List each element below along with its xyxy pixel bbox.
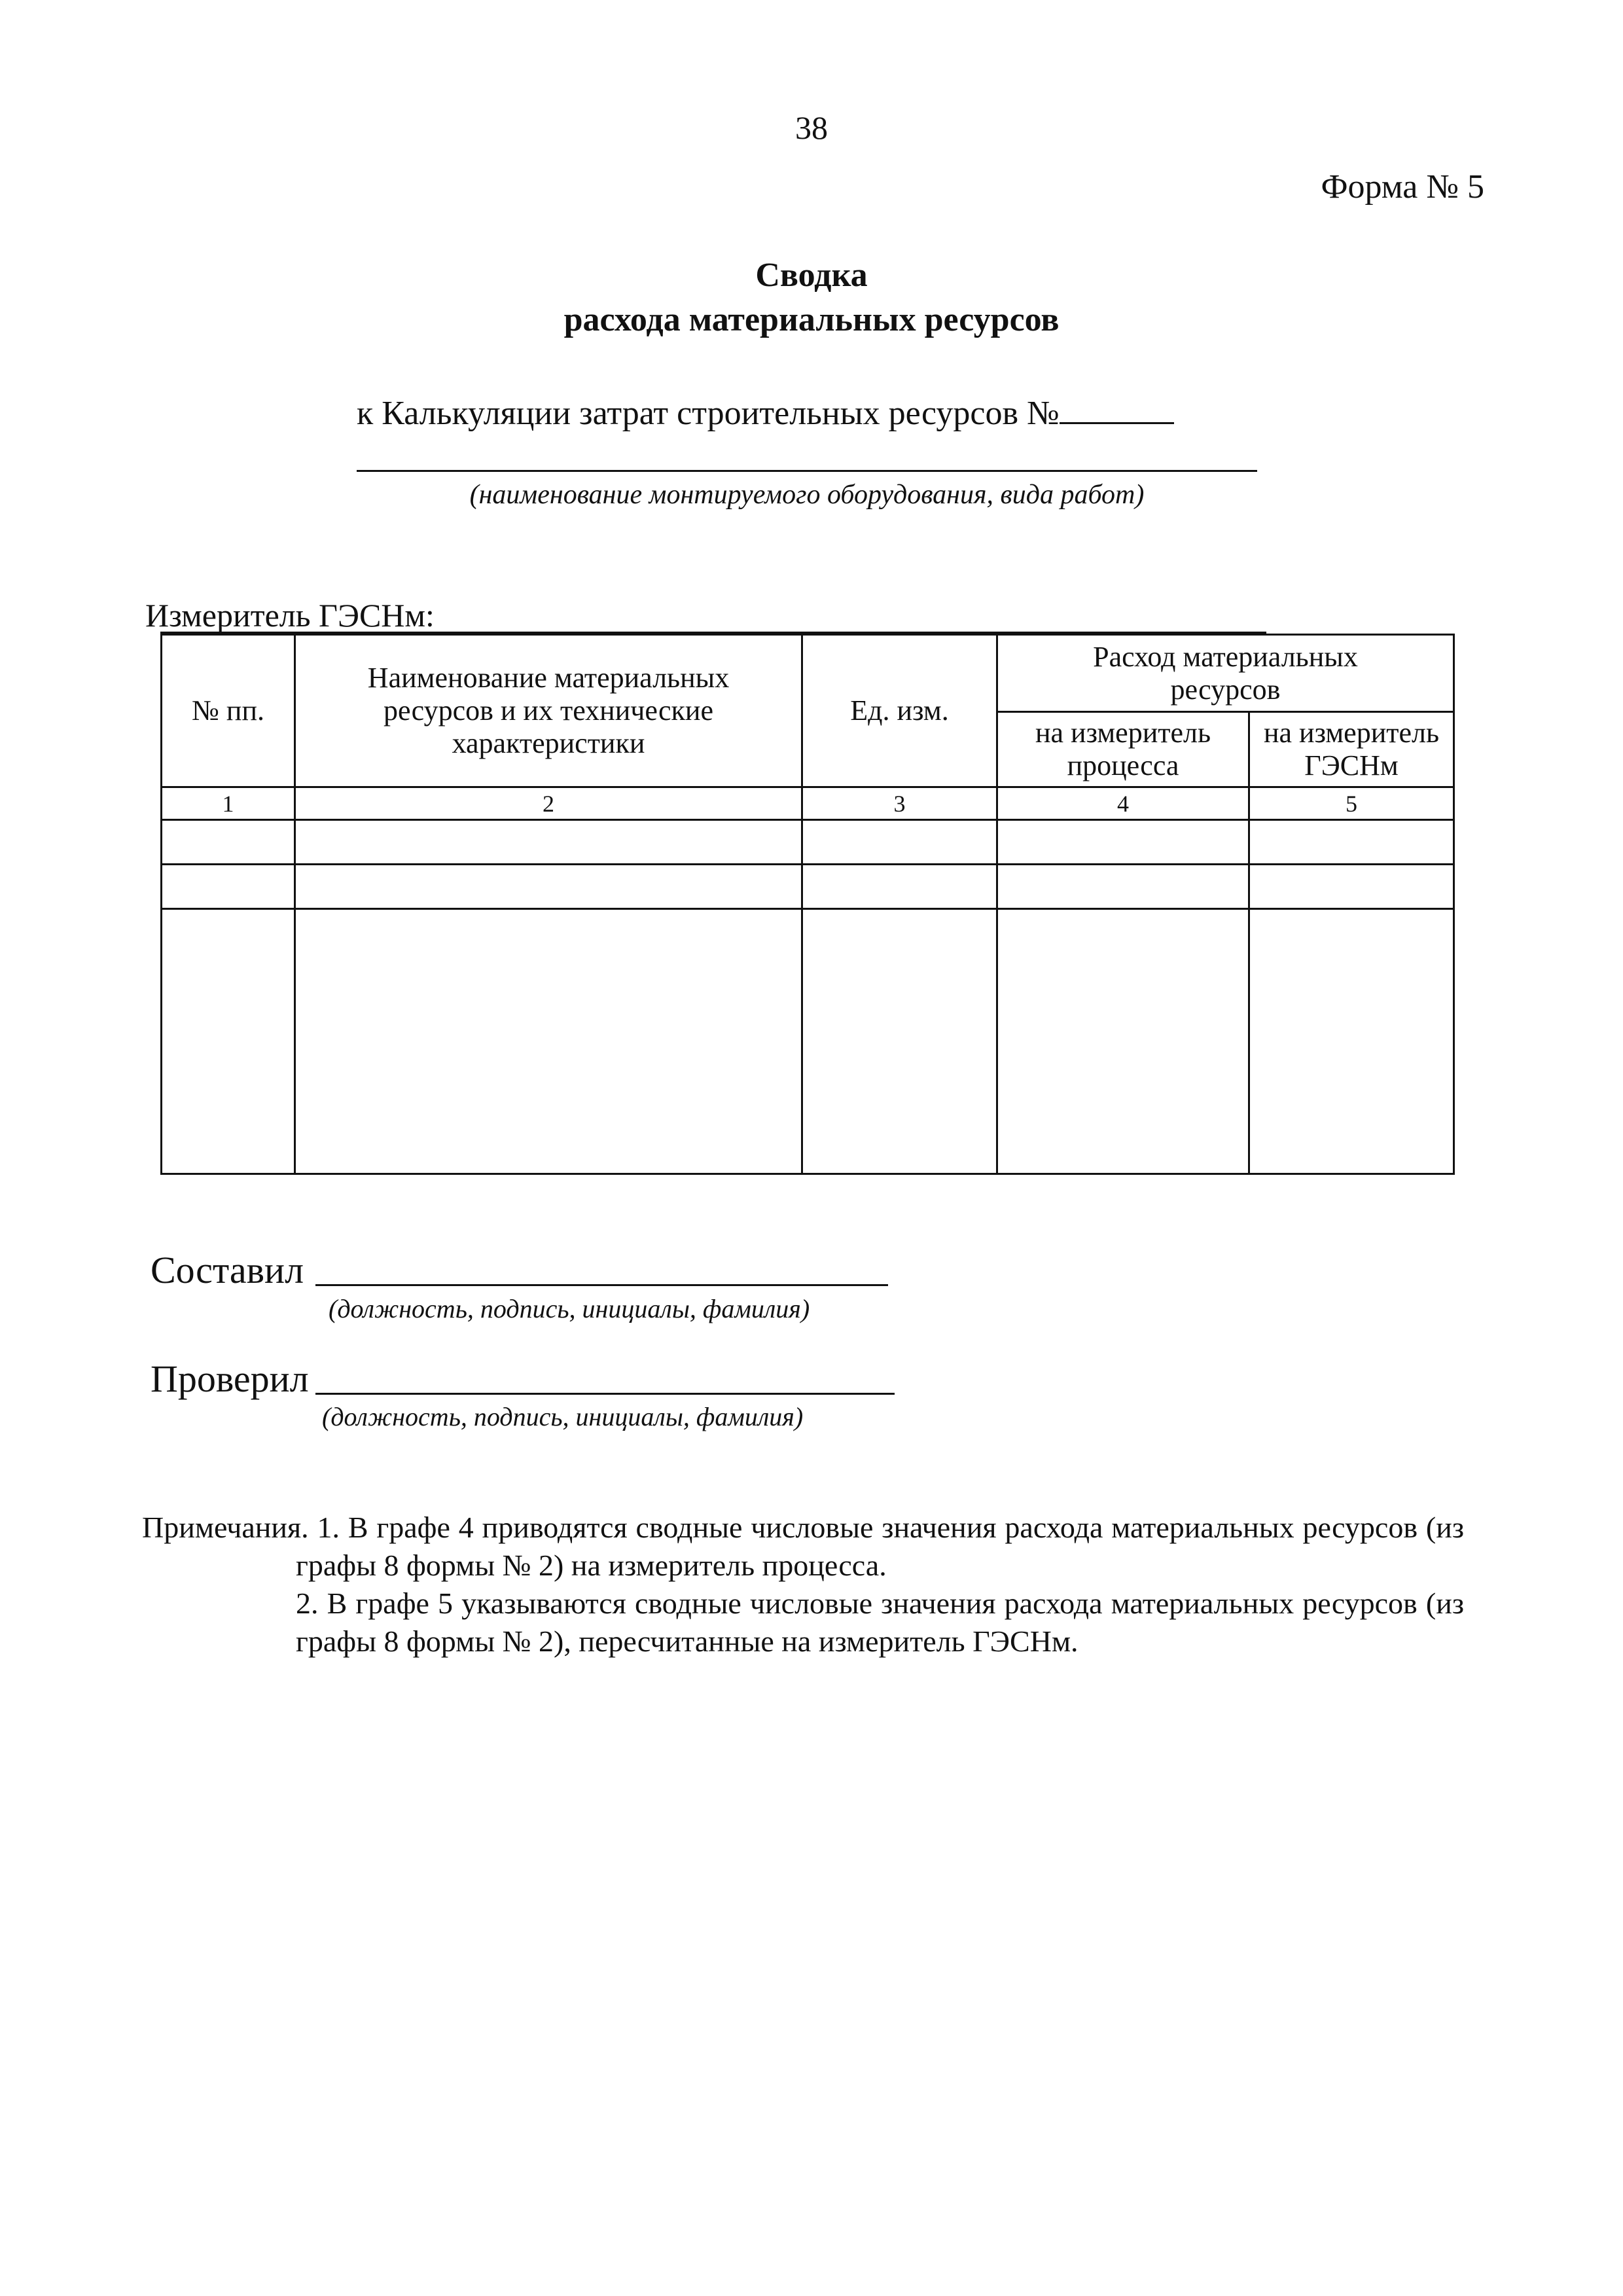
checked-label: Проверил — [151, 1357, 309, 1400]
notes — [142, 1509, 1464, 1660]
column-number: 2 — [295, 787, 802, 820]
table-cell[interactable] — [1249, 820, 1454, 865]
meter-label: Измеритель ГЭСНм: — [145, 597, 435, 634]
table-row — [162, 865, 1454, 909]
table-cell[interactable] — [1249, 909, 1454, 1174]
note-2: 2. В графе 5 указываются сводные числовые значения расхода материальных ресурсов (из графы 8 формы № 2), пересчитанные на измеритель ГЭСНм. — [296, 1587, 1464, 1658]
column-number: 1 — [162, 787, 295, 820]
table-cell[interactable] — [295, 820, 802, 865]
table-row — [162, 909, 1454, 1174]
header-consumption-group: Расход материальных ресурсов — [997, 635, 1454, 712]
header-name: Наименование материальных ресурсов и их технические характеристики — [295, 635, 802, 787]
table-cell[interactable] — [997, 909, 1249, 1174]
table-cell[interactable] — [295, 909, 802, 1174]
form-label: Форма № 5 — [1321, 168, 1484, 206]
table-cell[interactable] — [997, 865, 1249, 909]
compiled-label: Составил — [151, 1249, 304, 1291]
column-number: 4 — [997, 787, 1249, 820]
table-cell[interactable] — [802, 865, 997, 909]
checked-caption: (должность, подпись, инициалы, фамилия) — [322, 1402, 804, 1431]
equipment-name-line[interactable] — [357, 470, 1257, 472]
header-per-gesnm: на измеритель ГЭСНм — [1249, 712, 1454, 787]
calculation-text: к Калькуляции затрат строительных ресурсов № — [357, 395, 1060, 432]
table-cell[interactable] — [162, 865, 295, 909]
table-cell[interactable] — [162, 820, 295, 865]
compiled-caption: (должность, подпись, инициалы, фамилия) — [329, 1294, 810, 1323]
title-line-2: расхода материальных ресурсов — [563, 301, 1060, 338]
table-cell[interactable] — [802, 820, 997, 865]
header-unit: Ед. изм. — [802, 635, 997, 787]
column-number: 3 — [802, 787, 997, 820]
equipment-caption: (наименование монтируемого оборудования, вида работ) — [469, 480, 1145, 510]
column-numbers-row — [162, 787, 1454, 820]
header-per-process: на измеритель процесса — [997, 712, 1249, 787]
table-cell[interactable] — [162, 909, 295, 1174]
table-header-row — [162, 635, 1454, 712]
table-cell[interactable] — [997, 820, 1249, 865]
header-number: № пп. — [162, 635, 295, 787]
table-cell[interactable] — [295, 865, 802, 909]
table-cell[interactable] — [802, 909, 997, 1174]
calculation-line — [357, 389, 1174, 435]
page-number: 38 — [795, 109, 828, 146]
calculation-number-blank[interactable] — [1060, 389, 1174, 424]
checked-signature-line[interactable] — [315, 1393, 895, 1395]
table-cell[interactable] — [1249, 865, 1454, 909]
materials-table — [160, 634, 1455, 1175]
note-1: Примечания. 1. В графе 4 приводятся сводные числовые значения расхода материальных ресурсов (из графы 8 формы № 2) на измеритель процесса. — [142, 1511, 1464, 1582]
title-line-1: Сводка — [755, 257, 868, 294]
table-row — [162, 820, 1454, 865]
column-number: 5 — [1249, 787, 1454, 820]
compiled-signature-line[interactable] — [315, 1284, 888, 1286]
